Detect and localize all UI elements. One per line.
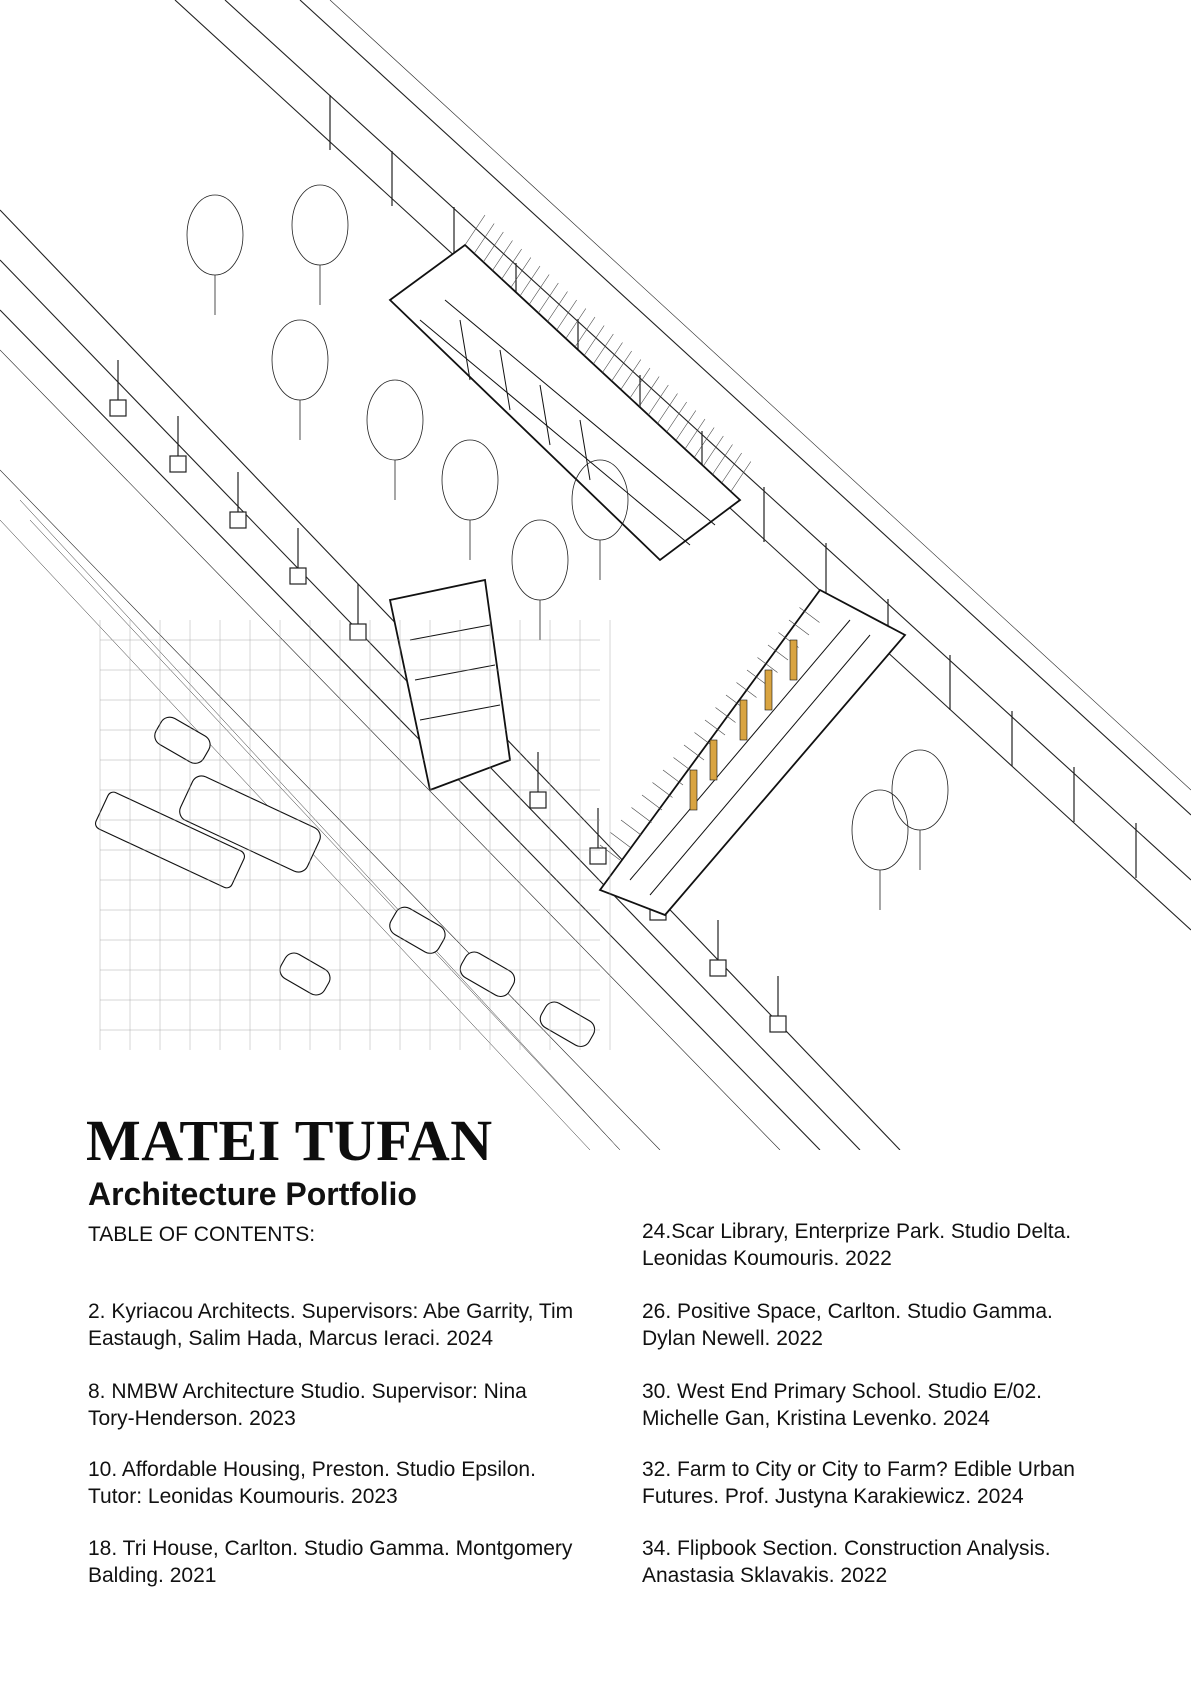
author-name: MATEI TUFAN xyxy=(86,1108,493,1173)
car-2 xyxy=(276,949,333,998)
car-1 xyxy=(151,714,214,767)
building-central xyxy=(390,580,510,790)
toc-entry-24: 24.Scar Library, Enterprize Park. Studio Delta. Leonidas Koumouris. 2022 xyxy=(642,1220,1072,1270)
building-east xyxy=(600,590,905,915)
toc-entry-2: 2. Kyriacou Architects. Supervisors: Abe Garrity, Tim Eastaugh, Salim Hada, Marcus Ieraci. 2024 xyxy=(88,1300,574,1350)
toc-entry-10: 10. Affordable Housing, Preston. Studio Epsilon. Tutor: Leonidas Koumouris. 2023 xyxy=(88,1458,536,1508)
car-5 xyxy=(537,998,599,1050)
toc-entry-32: 32. Farm to City or City to Farm? Edible Urban Futures. Prof. Justyna Karakiewicz. 2024 xyxy=(642,1458,1075,1508)
toc-heading: TABLE OF CONTENTS: xyxy=(88,1223,316,1246)
car-4 xyxy=(457,948,519,1000)
toc-entry-34: 34. Flipbook Section. Construction Analysis. Anastasia Sklavakis. 2022 xyxy=(642,1537,1051,1587)
toc-entry-18: 18. Tri House, Carlton. Studio Gamma. Montgomery Balding. 2021 xyxy=(88,1537,573,1587)
portfolio-subtitle: Architecture Portfolio xyxy=(88,1176,417,1212)
toc-entry-8: 8. NMBW Architecture Studio. Supervisor: Nina Tory-Henderson. 2023 xyxy=(88,1380,527,1430)
building-north xyxy=(390,245,740,560)
toc-entry-26: 26. Positive Space, Carlton. Studio Gamma. Dylan Newell. 2022 xyxy=(642,1300,1053,1350)
toc-entry-30: 30. West End Primary School. Studio E/02. Michelle Gan, Kristina Levenko. 2024 xyxy=(642,1380,1042,1430)
car-3 xyxy=(386,904,449,957)
